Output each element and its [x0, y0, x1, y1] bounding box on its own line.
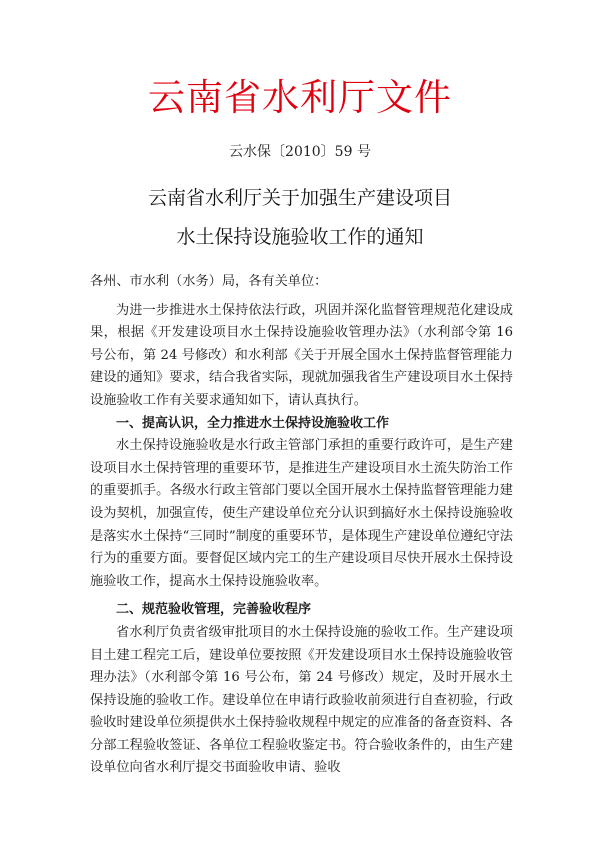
- section-2-heading: 二、规范验收管理，完善验收程序: [116, 602, 312, 618]
- document-title-line-1: 云南省水利厅关于加强生产建设项目: [147, 187, 452, 209]
- section-2-paragraph: 省水利厅负责省级审批项目的水土保持设施的验收工作。生产建设项目土建工程完工后，建设单位要按照《开发建设项目水土保持设施验收管理办法》（水利部令第 16 号公布，第 24 号修改）规定，及时开展水土保持设施的验收工作。建设单位在申请行政验收前须进行自查初验，行政验收时建设单位须提供水土保持验收规程中规定的应准备的备查资料、各分部工程验收签证、各单位工程验收鉴定书。符合验收条件的，由生产建设单位向省水利厅提交书面验收申请、验收: [90, 624, 513, 776]
- issuer-title: 云南省水利厅文件: [148, 76, 452, 119]
- intro-paragraph: 为进一步推进水土保持依法行政，巩固并深化监督管理规范化建设成果，根据《开发建设项目水土保持设施验收管理办法》（水利部令第 16 号公布，第 24 号修改）和水利部《关于开展全国水土保持监督管理能力建设的通知》要求，结合我省实际，现就加强我省生产建设项目水土保持设施验收工作有关要求通知如下，请认真执行。: [90, 302, 513, 408]
- salutation: 各州、市水利（水务）局，各有关单位：: [90, 274, 328, 289]
- document-body: [90, 271, 513, 780]
- section-1-heading: 一、提高认识，全力推进水土保持设施验收工作: [116, 415, 390, 431]
- document-title-line-2: 水土保持设施验收工作的通知: [176, 226, 424, 248]
- section-1-paragraph: 水土保持设施验收是水行政主管部门承担的重要行政许可，是生产建设项目水土保持管理的重要环节，是推进生产建设项目水土流失防治工作的重要抓手。各级水行政主管部门要以全国开展水土保持监督管理能力建设为契机，加强宣传，使生产建设单位充分认识到搞好水土保持设施验收是落实水土保持“三同时”制度的重要环节，是体现生产建设单位遵纪守法行为的重要方面。要督促区域内完工的生产建设项目尽快开展水土保持设施验收工作，提高水土保持设施验收率。: [90, 438, 513, 589]
- document-number: 云水保〔2010〕59 号: [229, 144, 371, 160]
